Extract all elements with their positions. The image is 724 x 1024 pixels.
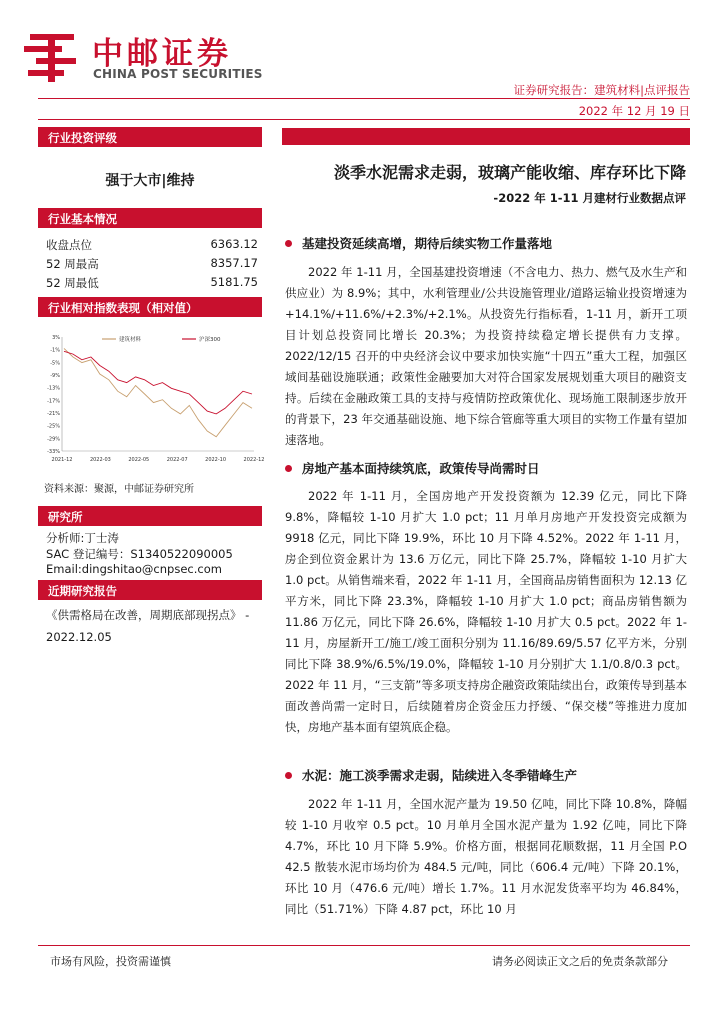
series-line-building-materials [64, 348, 252, 436]
bullet-dot-icon [285, 465, 292, 472]
y-tick-label: -21% [47, 411, 60, 417]
header-divider [38, 98, 690, 99]
y-tick-label: -29% [47, 436, 60, 443]
industry-rating: 强于大市|维持 [105, 173, 195, 189]
x-tick-label: 2022-10 [205, 457, 227, 463]
series-line-csi300 [64, 351, 252, 414]
section-paragraph: 2022 年 1-11 月，全国水泥产量为 19.50 亿吨，同比下降 10.8%，降幅较 1-10 月收窄 0.5 pct。10 月单月全国水泥产量为 1.92 亿吨，同比下降 4.7%，环比 10 月下降 5.9%。价格方面，根据同花顺数据，11 月全国 P.O 42.5 散装水泥市场均价为 484.5 元/吨，同比（606.4 元/吨）下降 20.1%，环比 10 月（476.6 元/吨）增长 1.7%。11 月水泥发货率平均为 46.84%，同比（51.71%）下降 4.87 pct，环比 10 月 [285, 797, 687, 916]
y-tick-label: -9% [50, 373, 60, 379]
analyst-name: 分析师:丁士涛 [46, 531, 119, 545]
recent-reports-title: 近期研究报告 [38, 580, 262, 600]
report-type: 证券研究报告：建筑材料|点评报告 [513, 83, 690, 97]
disclaimer-note: 请务必阅读正文之后的免责条款部分 [492, 955, 668, 968]
x-tick-label: 2022-12 [243, 457, 265, 463]
bullet-dot-icon [285, 240, 292, 247]
chart-source: 资料来源：聚源，中邮证券研究所 [44, 484, 194, 495]
report-subtitle: -2022 年 1-11 月建材行业数据点评 [493, 191, 686, 205]
y-tick-label: -5% [50, 360, 60, 367]
info-value: 5181.75 [210, 275, 258, 289]
y-tick-label: -33% [47, 449, 60, 455]
y-tick-label: -13% [47, 385, 60, 392]
y-tick-label: -17% [47, 398, 60, 405]
section-heading [285, 234, 552, 252]
info-label: 52 周最高 [46, 257, 99, 271]
relative-index-chart [40, 323, 265, 473]
x-tick-label: 2021-12 [51, 457, 73, 463]
section-heading-text: 水泥：施工淡季需求走弱，陆续进入冬季错峰生产 [302, 768, 578, 783]
analyst-email: Email:dingshitao@cnpsec.com [46, 562, 222, 576]
x-tick-label: 2022-07 [166, 457, 188, 463]
x-tick-label: 2022-05 [128, 457, 150, 463]
info-label: 收盘点位 [46, 238, 92, 252]
report-date: 2022 年 12 月 19 日 [578, 104, 690, 118]
x-tick-label: 2022-03 [89, 457, 111, 463]
performance-title: 行业相对指数表现（相对值） [38, 297, 262, 317]
info-row [46, 237, 258, 253]
section-heading-text: 房地产基本面持续筑底，政策传导尚需时日 [302, 461, 540, 476]
section-heading [285, 459, 540, 477]
info-label: 52 周最低 [46, 276, 99, 290]
legend-label: 建筑材料 [119, 337, 142, 343]
info-row [46, 275, 258, 291]
y-tick-label: -25% [47, 423, 60, 430]
footer-divider [38, 945, 690, 946]
info-row [46, 256, 258, 272]
legend-label: 沪深300 [199, 337, 221, 343]
analyst-sac: SAC 登记编号：S1340522090005 [46, 547, 233, 561]
info-value: 8357.17 [210, 256, 258, 270]
analyst-section-title: 研究所 [38, 506, 262, 526]
recent-report-item: 《供需格局在改善，周期底部现拐点》 - 2022.12.05 [46, 608, 250, 644]
bullet-dot-icon [285, 772, 292, 779]
china-post-logo [22, 28, 80, 86]
brand-name-cn: 中邮证券 [92, 36, 232, 72]
brand-name-en: CHINA POST SECURITIES [93, 67, 263, 81]
section-paragraph: 2022 年 1-11 月，全国房地产开发投资额为 12.39 亿元，同比下降 9.8%，降幅较 1-10 月扩大 1.0 pct；11 月单月房地产开发投资完成额为 9918 亿元，同比下降 19.9%，环比 10 月下降 4.52%。2022 年 1-11 月，房企到位资金累计为 13.6 万亿元，同比下降 25.7%，降幅较 1-10 月扩大 1.0 pct。从销售端来看，2022 年 1-11 月，全国商品房销售面积为 12.13 亿平方米，同比下降 23.3%，降幅较 1-10 月扩大 1.0 pct；商品房销售额为 11.86 万亿元，同比下降 26.6%，降幅较 1-10 月扩大 0.5 pct。2022 年 1-11 月，房屋新开工/施工/竣工面积分别为 11.16/89.69/5.57 亿平方米，分别同比下降 38.9%/6.5%/19.0%，降幅较 1-10 月分别扩大 1.1/0.8/0.3 pct。2022 年 11 月，“三支箭”等多项支持房企融资政策陆续出台，政策传导到基本面改善尚需一定时日，后续随着房企资金压力抒缓、“保交楼”等推进力度加快，房地产基本面有望筑底企稳。 [285, 489, 687, 734]
rating-section-title: 行业投资评级 [38, 127, 262, 147]
title-accent-bar [282, 128, 690, 145]
y-tick-label: 3% [52, 335, 60, 341]
report-title: 淡季水泥需求走弱，玻璃产能收缩、库存环比下降 [333, 163, 686, 182]
info-value: 6363.12 [210, 237, 258, 251]
y-tick-label: -1% [50, 347, 60, 354]
section-heading-text: 基建投资延续高增，期待后续实物工作量落地 [302, 236, 553, 251]
basic-info-title: 行业基本情况 [38, 208, 262, 228]
risk-warning: 市场有风险，投资需谨慎 [50, 955, 171, 968]
section-heading [285, 766, 577, 784]
header-divider-2 [38, 119, 690, 120]
section-paragraph: 2022 年 1-11 月，全国基建投资增速（不含电力、热力、燃气及水生产和供应业）为 8.9%；其中，水利管理业/公共设施管理业/道路运输业投资增速为+14.1%/+11.6%/+2.3%/+2.1%。从投资先行指标看，1-11 月，新开工项目计划总投资同比增长 20.3%；为投资持续稳定增长提供有力支撑。2022/12/15 召开的中央经济会议中要求加快实施“十四五”重大工程，加强区域间基础设施联通；政策性金融要加大对符合国家发展规划重大项目的融资支持。后续在金融政策工具的支持与疫情防控政策优化、现场施工限制逐步放开的背景下，23 年交通基础设施、地下综合管廊等重大项目的实物工作量有望加速落地。 [285, 265, 687, 447]
